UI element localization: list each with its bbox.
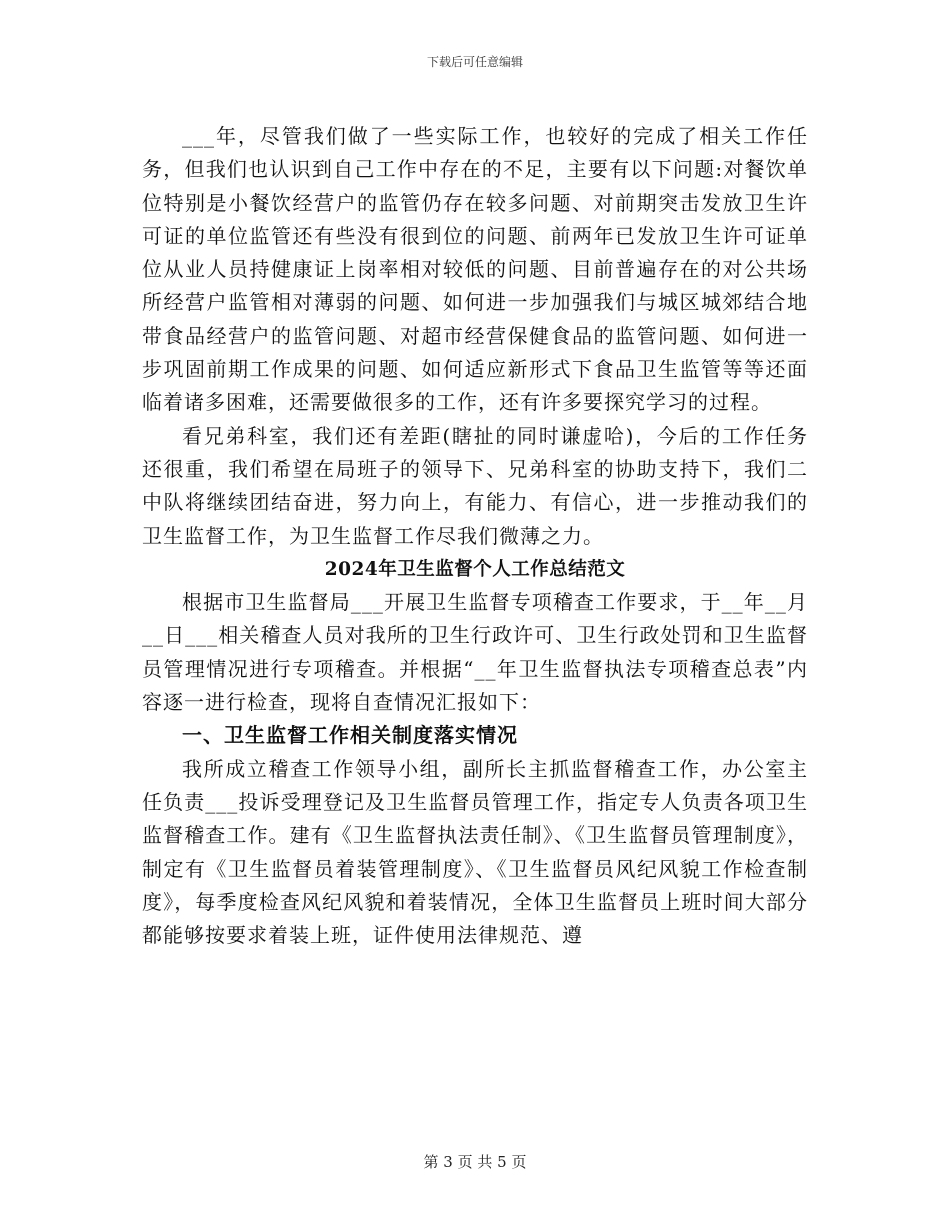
paragraph-outlook: 看兄弟科室，我们还有差距(瞎扯的同时谦虚哈)，今后的工作任务还很重，我们希望在局班子的领导下、兄弟科室的协助支持下，我们二中队将继续团结奋进，努力向上，有能力、有信心，进一步推动我们的卫生监督工作，为卫生监督工作尽我们微薄之力。 — [142, 423, 808, 548]
paragraph-system-implementation: 我所成立稽查工作领导小组，副所长主抓监督稽查工作，办公室主任负责___投诉受理登记及卫生监督员管理工作，指定专人负责各项卫生监督稽查工作。建有《卫生监督执法责任制》、《卫生监督员管理制度》，制定有《卫生监督员着装管理制度》、《卫生监督员风纪风貌工作检查制度》，每季度检查风纪风貌和着装情况，全体卫生监督员上班时间大部分都能够按要求着装上班，证件使用法律规范、遵 — [142, 756, 808, 948]
section-heading-1: 一、卫生监督工作相关制度落实情况 — [182, 723, 518, 748]
document-title: 2024年卫生监督个人工作总结范文 — [324, 558, 626, 580]
document-body — [142, 120, 808, 952]
paragraph-inspection-intro: 根据市卫生监督局___开展卫生监督专项稽查工作要求，于__年__月__日___相关稽查人员对我所的卫生行政许可、卫生行政处罚和卫生监督员管理情况进行专项稽查。并根据“__年卫生监督执法专项稽查总表”内容逐一进行检查，现将自查情况汇报如下： — [142, 590, 808, 715]
page-number: 第 3 页 共 5 页 — [423, 1153, 527, 1171]
page-header: 下载后可任意编辑 — [426, 55, 523, 69]
paragraph-problems: ___年，尽管我们做了一些实际工作，也较好的完成了相关工作任务，但我们也认识到自己工作中存在的不足，主要有以下问题:对餐饮单位特别是小餐饮经营户的监管仍存在较多问题、对前期突击发放卫生许可证的单位监管还有些没有很到位的问题、前两年已发放卫生许可证单位从业人员持健康证上岗率相对较低的问题、目前普遍存在的对公共场所经营户监管相对薄弱的问题、如何进一步加强我们与城区城郊结合地带食品经营户的监管问题、对超市经营保健食品的监管问题、如何进一步巩固前期工作成果的问题、如何适应新形式下食品卫生监管等等还面临着诸多困难，还需要做很多的工作，还有许多要探究学习的过程。 — [142, 124, 808, 415]
